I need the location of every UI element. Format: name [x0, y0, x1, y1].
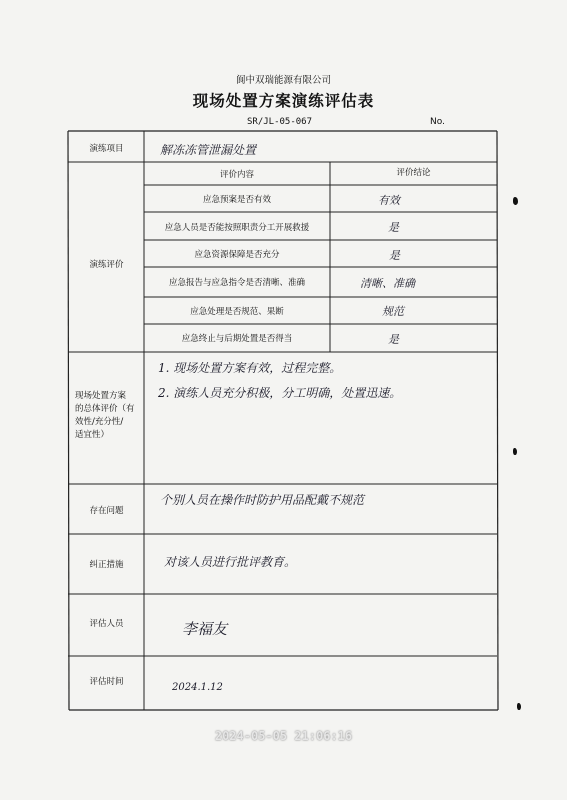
eval-item-content: 应急处理是否规范、果断: [190, 307, 284, 317]
capture-timestamp: 2024-05-05 21:06:16: [214, 729, 353, 743]
correction-value: 对该人员进行批评教育。: [164, 555, 297, 569]
eval-item-content: 应急报告与应急指令是否清晰、准确: [168, 278, 305, 288]
company-name: 阆中双瑞能源有限公司: [235, 75, 331, 86]
evaluation-section-label: 演练评价: [89, 260, 124, 270]
eval-item-content: 应急资源保障是否充分: [194, 250, 280, 260]
overall-label-line: 的总体评价（有: [75, 404, 135, 414]
conclusion-header: 评价结论: [396, 168, 431, 178]
scan-speck: [513, 448, 517, 455]
overall-evaluation-line: 2. 演练人员充分积极，分工明确，处置迅速。: [158, 386, 402, 400]
form-number-label: No.: [430, 117, 445, 127]
project-value: 解冻冻管泄漏处置: [160, 143, 257, 157]
eval-item-conclusion: 是: [388, 221, 399, 234]
scan-speck: [517, 703, 521, 710]
eval-time-label: 评估时间: [89, 677, 124, 687]
page-title: 现场处置方案演练评估表: [192, 92, 375, 110]
evaluator-signature: 李福友: [182, 620, 228, 638]
problems-label: 存在问题: [89, 506, 124, 516]
eval-item-conclusion: 是: [389, 249, 400, 262]
eval-item-conclusion: 是: [388, 333, 399, 346]
overall-evaluation-line: 1. 现场处置方案有效，过程完整。: [158, 361, 342, 375]
eval-item-conclusion: 规范: [382, 305, 404, 318]
overall-label-line: 现场处置方案: [75, 391, 127, 401]
overall-evaluation-label: [75, 390, 143, 442]
scan-speck: [513, 197, 518, 205]
overall-label-line: 适宜性）: [75, 430, 110, 440]
content-header: 评价内容: [219, 170, 254, 180]
correction-label: 纠正措施: [89, 560, 124, 570]
eval-item-content: 应急预案是否有效: [202, 195, 271, 205]
eval-time-value: 2024.1.12: [172, 682, 223, 693]
eval-item-content: 应急终止与后期处置是否得当: [181, 334, 293, 344]
problems-value: 个别人员在操作时防护用品配戴不规范: [160, 493, 365, 507]
project-label: 演练项目: [89, 144, 124, 154]
eval-item-conclusion: 有效: [378, 194, 400, 207]
overall-label-line: 效性/充分性/: [75, 417, 124, 427]
evaluator-label: 评估人员: [89, 619, 124, 629]
eval-item-conclusion: 清晰、准确: [360, 277, 415, 290]
eval-item-content: 应急人员是否能按照职责分工开展救援: [164, 223, 310, 233]
form-code: SR/JL-05-067: [247, 117, 313, 127]
